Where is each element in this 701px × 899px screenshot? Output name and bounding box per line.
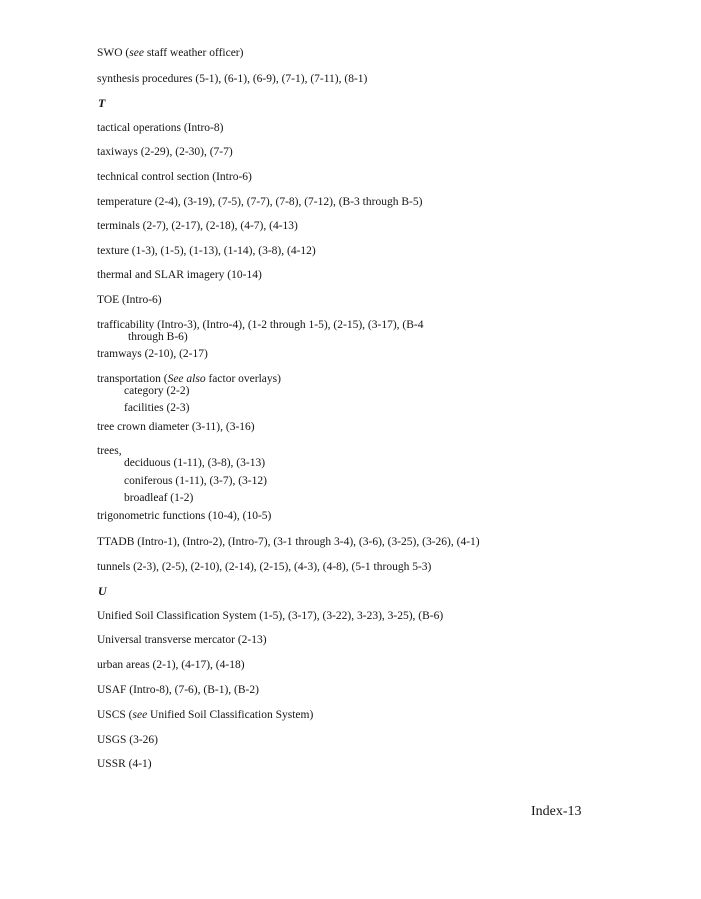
index-entry-taxiways: taxiways (2-29), (2-30), (7-7)	[97, 146, 233, 158]
index-subentry-category: category (2-2)	[124, 385, 190, 397]
index-entry-thermal: thermal and SLAR imagery (10-14)	[97, 269, 262, 281]
index-subentry-broadleaf: broadleaf (1-2)	[124, 492, 194, 504]
section-letter-u: U	[98, 584, 107, 598]
index-entry-technical: technical control section (Intro-6)	[97, 171, 252, 183]
index-entry-unified: Unified Soil Classification System (1-5), (3-17), (3-22), 3-23), 3-25), (B-6)	[97, 610, 444, 622]
index-entry-trafficability: trafficability (Intro-3), (Intro-4), (1-2 through 1-5), (2-15), (3-17), (B-4	[97, 319, 424, 331]
index-entry-trigonometric: trigonometric functions (10-4), (10-5)	[97, 510, 272, 522]
page-number: Index-13	[531, 804, 582, 819]
index-entry-urban: urban areas (2-1), (4-17), (4-18)	[97, 659, 245, 671]
index-entry-texture: texture (1-3), (1-5), (1-13), (1-14), (3-8), (4-12)	[97, 245, 316, 257]
index-entry-trees: trees,	[97, 445, 122, 457]
index-subentry-deciduous: deciduous (1-11), (3-8), (3-13)	[124, 457, 266, 469]
section-letter-t: T	[98, 96, 106, 110]
index-entry-transportation: transportation (See also factor overlays)	[97, 373, 281, 385]
index-entry-synthesis: synthesis procedures (5-1), (6-1), (6-9), (7-1), (7-11), (8-1)	[97, 73, 368, 85]
index-entry-swo: SWO (see staff weather officer)	[97, 47, 244, 59]
index-entry-temperature: temperature (2-4), (3-19), (7-5), (7-7), (7-8), (7-12), (B-3 through B-5)	[97, 196, 423, 208]
index-entry-usaf: USAF (Intro-8), (7-6), (B-1), (B-2)	[97, 684, 259, 696]
index-entry-ttadb: TTADB (Intro-1), (Intro-2), (Intro-7), (3-1 through 3-4), (3-6), (3-25), (3-26), (4-1)	[97, 536, 480, 548]
index-entry-ussr: USSR (4-1)	[97, 758, 152, 770]
index-entry-tramways: tramways (2-10), (2-17)	[97, 348, 208, 360]
index-entry-toe: TOE (Intro-6)	[97, 294, 162, 306]
index-entry-tactical: tactical operations (Intro-8)	[97, 122, 224, 134]
index-entry-tree-crown: tree crown diameter (3-11), (3-16)	[97, 421, 255, 433]
index-entry-trafficability-continued: through B-6)	[128, 331, 188, 343]
index-entry-terminals: terminals (2-7), (2-17), (2-18), (4-7), (4-13)	[97, 220, 298, 232]
index-subentry-facilities: facilities (2-3)	[124, 402, 190, 414]
index-subentry-coniferous: coniferous (1-11), (3-7), (3-12)	[124, 475, 267, 487]
index-entry-tunnels: tunnels (2-3), (2-5), (2-10), (2-14), (2-15), (4-3), (4-8), (5-1 through 5-3)	[97, 561, 432, 573]
index-entry-uscs: USCS (see Unified Soil Classification System)	[97, 709, 314, 721]
index-entry-usgs: USGS (3-26)	[97, 734, 159, 746]
index-entry-universal: Universal transverse mercator (2-13)	[97, 634, 267, 646]
